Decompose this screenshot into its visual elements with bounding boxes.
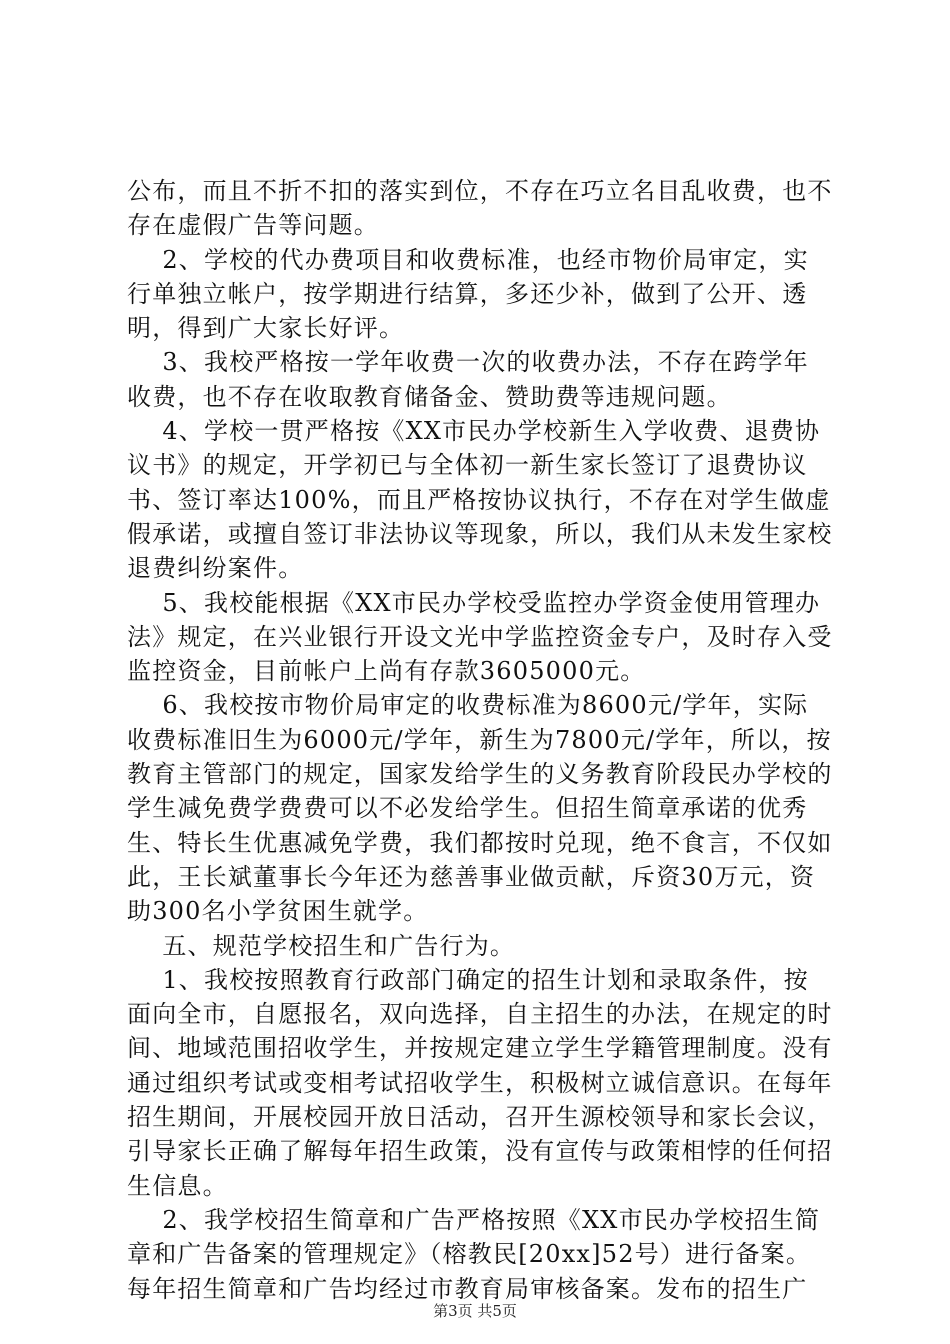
paragraph-item-4: 4、学校一贯严格按《XX市民办学校新生入学收费、退费协议书》的规定，开学初已与全体初一新生家长签订了退费协议书、签订率达100%，而且严格按协议执行，不存在对学生做虚假承诺，或擅自签订非法协议等现象，所以，我们从未发生家校退费纠纷案件。 [127, 417, 833, 583]
paragraph-admission-2: 2、我学校招生简章和广告严格按照《XX市民办学校招生简章和广告备案的管理规定》（榕教民[20xx]52号）进行备案。每年招生简章和广告均经过市教育局审核备案。发布的招生广 [127, 1205, 821, 1303]
paragraph-item-3: 3、我校严格按一学年收费一次的收费办法，不存在跨学年收费，也不存在收取教育储备金、赞助费等违规问题。 [127, 348, 809, 411]
page-footer: 第3页 共5页 [433, 1302, 517, 1320]
paragraph-item-6: 6、我校按市物价局审定的收费标准为8600元/学年，实际收费标准旧生为6000元/学年，新生为7800元/学年，所以，按教育主管部门的规定，国家发给学生的义务教育阶段民办学校的学生减免费学费费可以不必发给学生。但招生简章承诺的优秀生、特长生优惠减免学费，我们都按时兑现，绝不食言，不仅如此，王长斌董事长今年还为慈善事业做贡献，斥资30万元，资助300名小学贫困生就学。 [127, 691, 833, 926]
section-heading: 五、规范学校招生和广告行为。 [127, 931, 516, 960]
paragraph-continuation: 公布，而且不折不扣的落实到位，不存在巧立名目乱收费，也不存在虚假广告等问题。 [127, 177, 833, 240]
paragraph-item-5: 5、我校能根据《XX市民办学校受监控办学资金使用管理办法》规定，在兴业银行开设文光中学监控资金专户，及时存入受监控资金，目前帐户上尚有存款3605000元。 [127, 588, 833, 686]
paragraph-item-2: 2、学校的代办费项目和收费标准，也经市物价局审定，实行单独立帐户，按学期进行结算，多还少补，做到了公开、透明，得到广大家长好评。 [127, 245, 809, 343]
paragraph-admission-1: 1、我校按照教育行政部门确定的招生计划和录取条件，按面向全市，自愿报名，双向选择，自主招生的办法，在规定的时间、地域范围招收学生，并按规定建立学生学籍管理制度。没有通过组织考试或变相考试招收学生，积极树立诚信意识。在每年招生期间，开展校园开放日活动，召开生源校领导和家长会议，引导家长正确了解每年招生政策，没有宣传与政策相悖的任何招生信息。 [127, 965, 833, 1200]
document-body [127, 174, 833, 1306]
